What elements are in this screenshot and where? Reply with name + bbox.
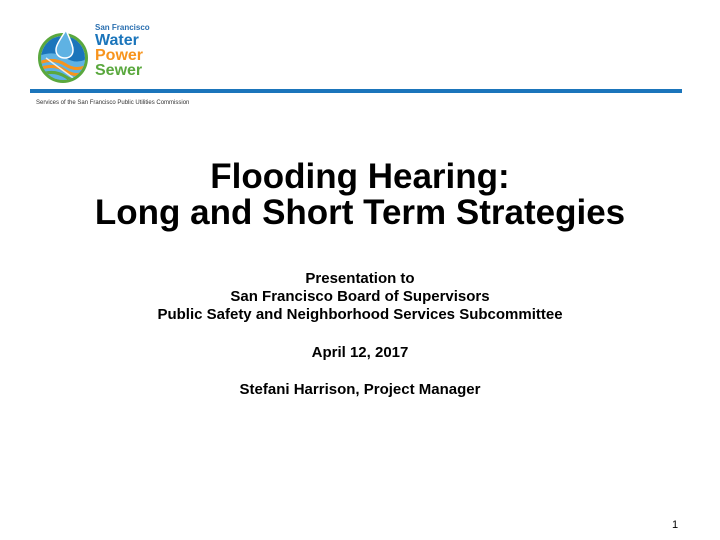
presentation-date: April 12, 2017 [311,344,409,361]
header-divider [30,89,682,93]
logo-word-sewer: Sewer [95,62,143,79]
logo-org-line: San Francisco [95,23,150,32]
sfpuc-drop-logo-icon [36,28,92,84]
presenter-name: Stefani Harrison, Project Manager [239,381,481,398]
page-number: 1 [672,519,679,531]
logo-wordmark [95,24,150,78]
subtitle-line-2: San Francisco Board of Supervisors [230,288,490,305]
slide-title [0,159,720,231]
logo-word-water: Water [95,32,139,49]
subtitle-line-1: Presentation to [305,270,415,287]
subtitle-line-3: Public Safety and Neighborhood Services Subcommittee [157,306,563,323]
slide-subtitle [0,270,720,324]
logo-word-power: Power [95,47,144,64]
header-tagline: Services of the San Francisco Public Utilities Commission [36,100,190,106]
slide-title-line-2: Long and Short Term Strategies [94,193,626,232]
slide-title-line-1: Flooding Hearing: [210,157,510,196]
sfpuc-logo [36,22,156,84]
